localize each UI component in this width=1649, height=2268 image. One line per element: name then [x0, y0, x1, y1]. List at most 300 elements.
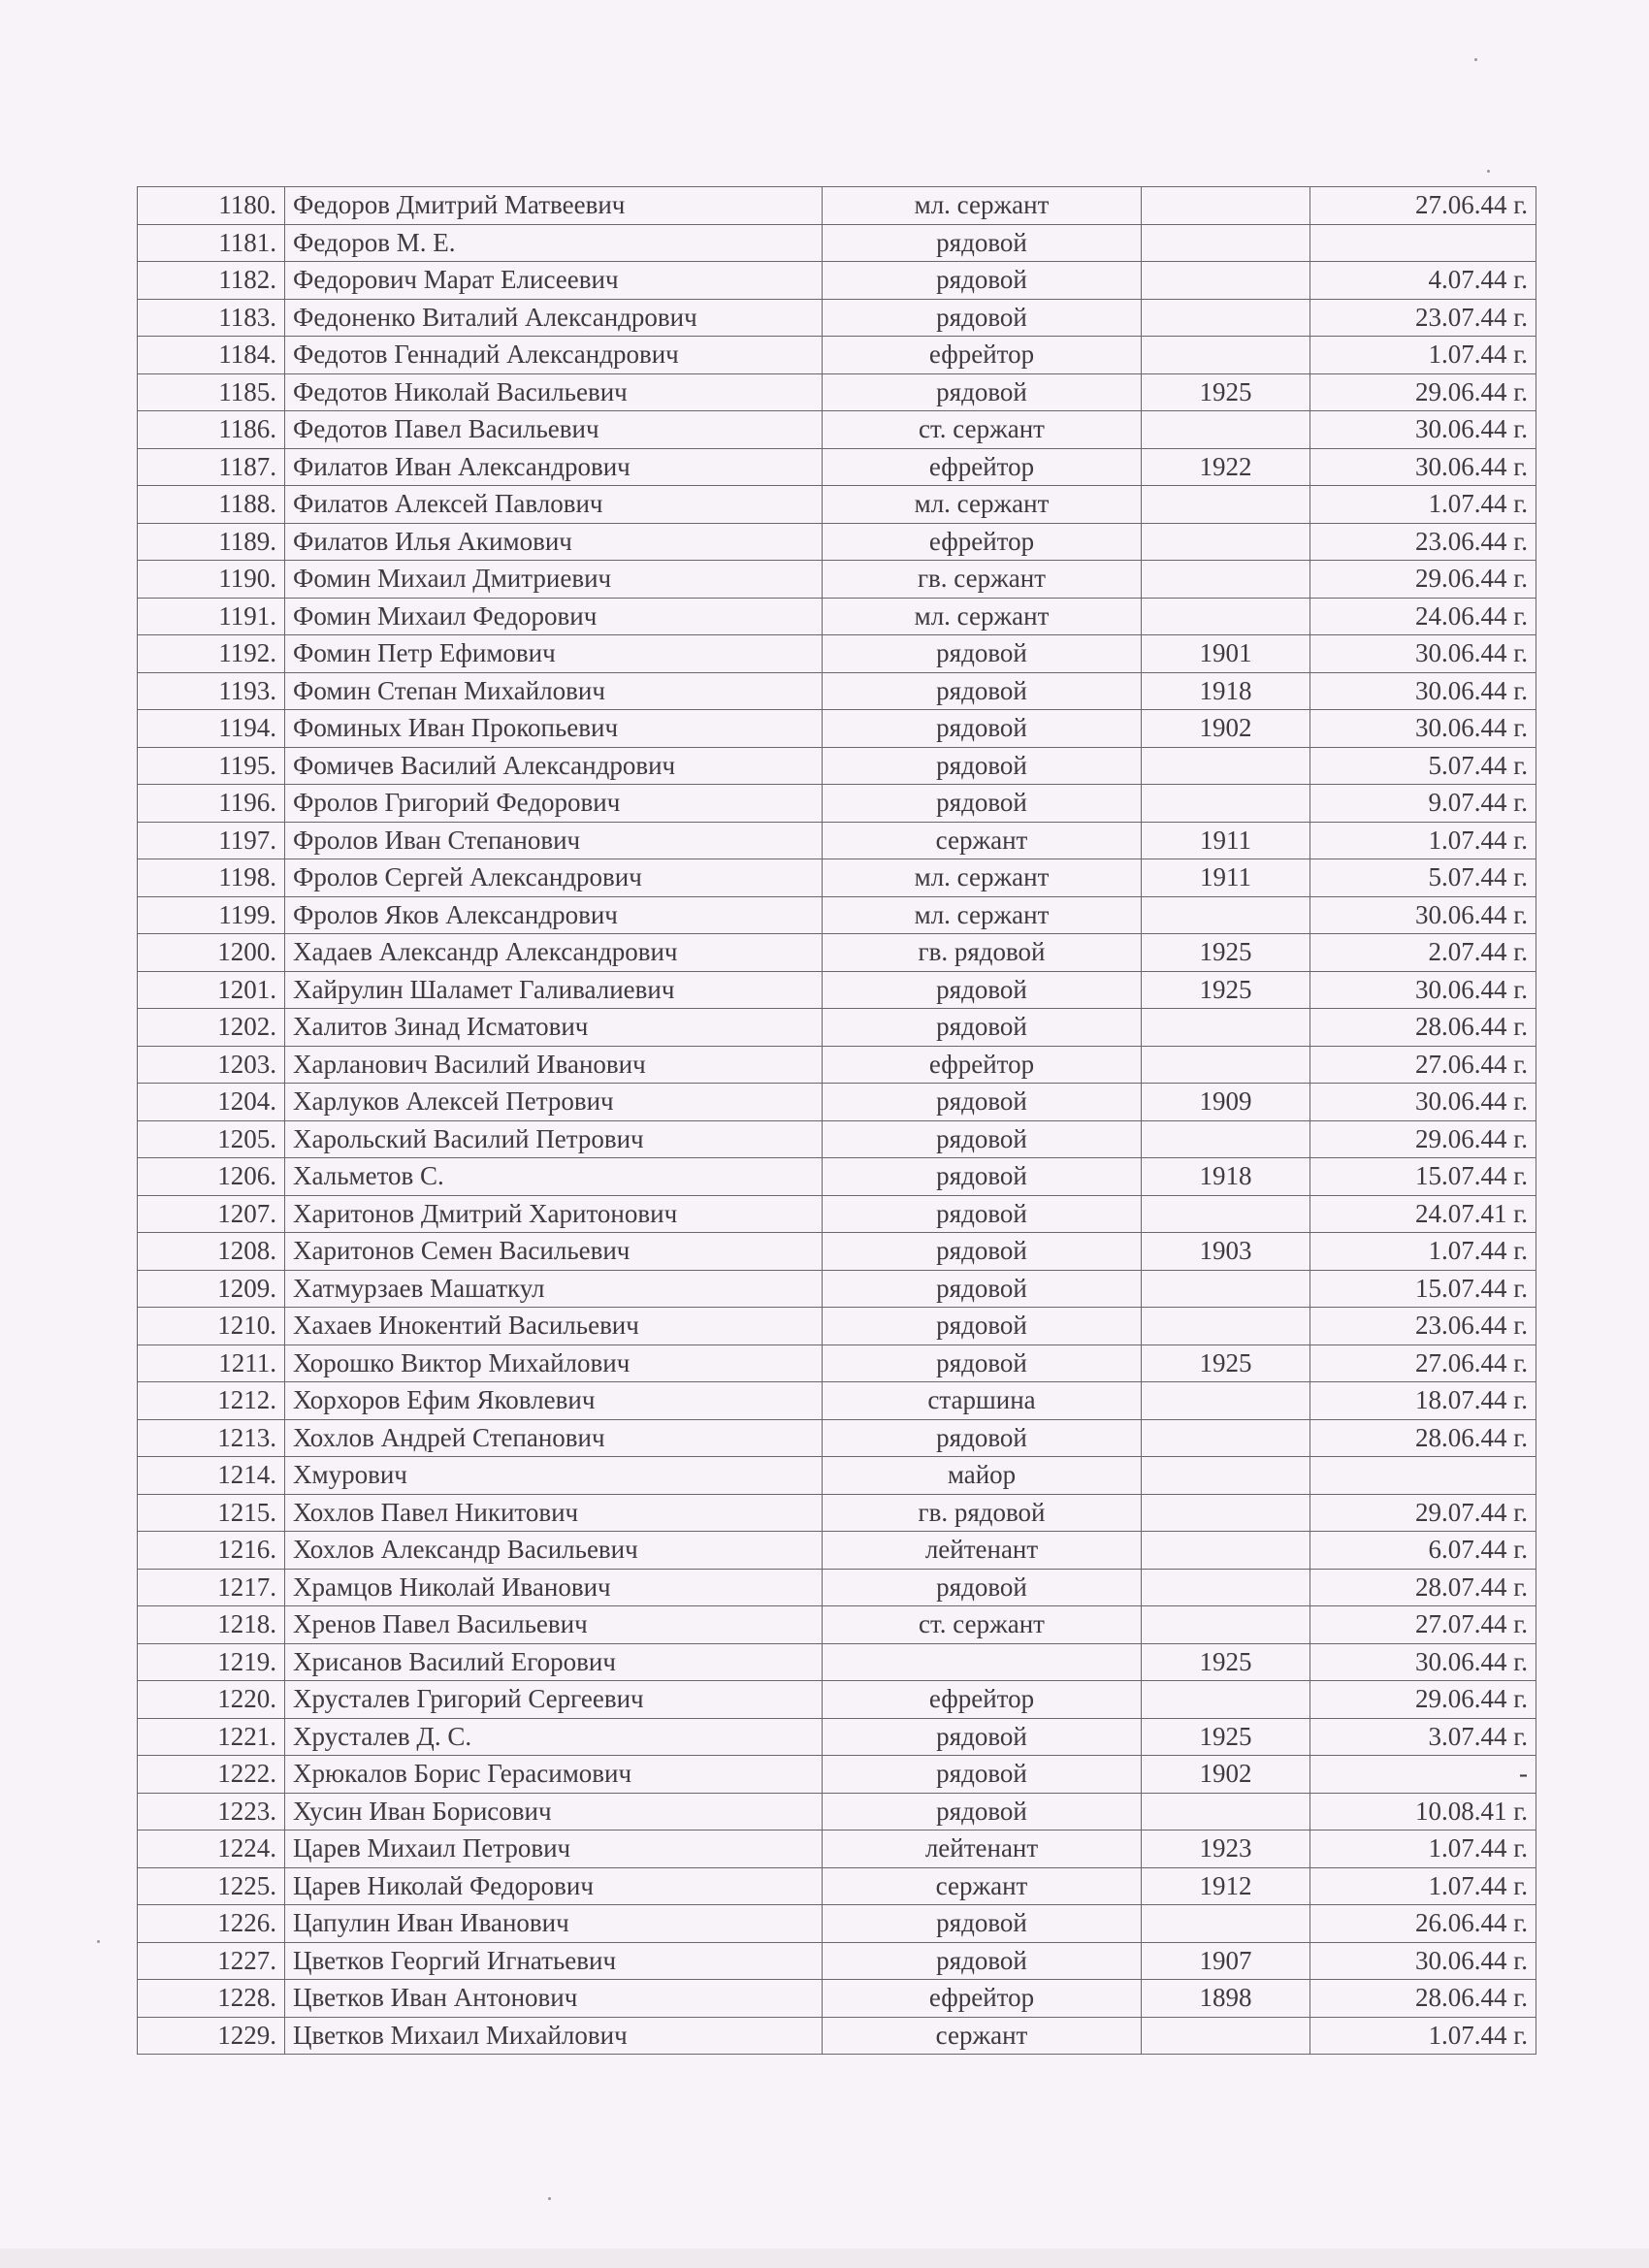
military-rank: ст. сержант [823, 1606, 1142, 1644]
soldier-name: Хрусталев Д. С. [285, 1718, 823, 1756]
date-of-death: 24.07.41 г. [1310, 1195, 1536, 1233]
date-of-death: 29.06.44 г. [1310, 1120, 1536, 1158]
birth-year [1142, 411, 1310, 449]
soldier-name: Фомичев Василий Александрович [285, 747, 823, 785]
row-number: 1193. [138, 672, 285, 710]
table-row [138, 1419, 1536, 1457]
birth-year [1142, 523, 1310, 561]
date-of-death: 29.06.44 г. [1310, 373, 1536, 411]
birth-year [1142, 598, 1310, 635]
birth-year [1142, 1382, 1310, 1420]
date-of-death: 1.07.44 г. [1310, 1831, 1536, 1868]
row-number: 1229. [138, 2017, 285, 2055]
soldier-name: Федоров М. Е. [285, 224, 823, 262]
military-rank: рядовой [823, 1270, 1142, 1308]
birth-year [1142, 1606, 1310, 1644]
table-row [138, 486, 1536, 524]
military-rank: рядовой [823, 1942, 1142, 1980]
row-number: 1225. [138, 1867, 285, 1905]
birth-year [1142, 1308, 1310, 1345]
birth-year [1142, 1120, 1310, 1158]
date-of-death: 4.07.44 г. [1310, 262, 1536, 300]
birth-year: 1898 [1142, 1980, 1310, 2018]
date-of-death: 23.07.44 г. [1310, 299, 1536, 337]
date-of-death: 30.06.44 г. [1310, 896, 1536, 934]
row-number: 1223. [138, 1793, 285, 1831]
military-rank: мл. сержант [823, 896, 1142, 934]
date-of-death: 28.06.44 г. [1310, 1419, 1536, 1457]
military-rank: рядовой [823, 971, 1142, 1009]
soldier-name: Хорошко Виктор Михайлович [285, 1345, 823, 1382]
row-number: 1221. [138, 1718, 285, 1756]
military-rank: мл. сержант [823, 859, 1142, 897]
date-of-death [1310, 1457, 1536, 1495]
birth-year: 1903 [1142, 1233, 1310, 1271]
table-row [138, 1009, 1536, 1047]
birth-year: 1911 [1142, 859, 1310, 897]
row-number: 1200. [138, 934, 285, 972]
row-number: 1185. [138, 373, 285, 411]
table-row [138, 1457, 1536, 1495]
row-number: 1213. [138, 1419, 285, 1457]
soldier-name: Фомин Степан Михайлович [285, 672, 823, 710]
soldier-name: Филатов Иван Александрович [285, 448, 823, 486]
date-of-death: 15.07.44 г. [1310, 1270, 1536, 1308]
table-row [138, 747, 1536, 785]
row-number: 1181. [138, 224, 285, 262]
birth-year [1142, 1195, 1310, 1233]
table-row [138, 262, 1536, 300]
table-row [138, 1120, 1536, 1158]
row-number: 1201. [138, 971, 285, 1009]
birth-year: 1922 [1142, 448, 1310, 486]
birth-year [1142, 2017, 1310, 2055]
table-row [138, 1980, 1536, 2018]
row-number: 1184. [138, 337, 285, 374]
date-of-death: 10.08.41 г. [1310, 1793, 1536, 1831]
birth-year [1142, 486, 1310, 524]
table-row [138, 1382, 1536, 1420]
row-number: 1194. [138, 710, 285, 748]
soldier-name: Хатмурзаев Машаткул [285, 1270, 823, 1308]
birth-year: 1901 [1142, 635, 1310, 673]
row-number: 1204. [138, 1084, 285, 1121]
table-row [138, 672, 1536, 710]
table-row [138, 1046, 1536, 1084]
row-number: 1210. [138, 1308, 285, 1345]
table-row [138, 523, 1536, 561]
table-row [138, 635, 1536, 673]
table-row [138, 2017, 1536, 2055]
date-of-death: 1.07.44 г. [1310, 822, 1536, 859]
soldier-name: Хальметов С. [285, 1158, 823, 1196]
table-row [138, 1905, 1536, 1943]
soldier-name: Федотов Николай Васильевич [285, 373, 823, 411]
soldier-name: Хохлов Павел Никитович [285, 1494, 823, 1532]
soldier-name: Фролов Иван Степанович [285, 822, 823, 859]
soldier-name: Фомин Михаил Дмитриевич [285, 561, 823, 599]
scan-speck [1487, 170, 1490, 173]
soldier-name: Цапулин Иван Иванович [285, 1905, 823, 1943]
row-number: 1186. [138, 411, 285, 449]
date-of-death: 30.06.44 г. [1310, 710, 1536, 748]
date-of-death: 1.07.44 г. [1310, 486, 1536, 524]
row-number: 1227. [138, 1942, 285, 1980]
table-row [138, 1084, 1536, 1121]
soldier-name: Хрусталев Григорий Сергеевич [285, 1681, 823, 1719]
row-number: 1228. [138, 1980, 285, 2018]
row-number: 1215. [138, 1494, 285, 1532]
birth-year [1142, 785, 1310, 823]
row-number: 1222. [138, 1756, 285, 1794]
table-row [138, 337, 1536, 374]
military-rank: ефрейтор [823, 1980, 1142, 2018]
row-number: 1212. [138, 1382, 285, 1420]
scan-speck [548, 2197, 551, 2200]
military-rank: рядовой [823, 1084, 1142, 1121]
military-rank: рядовой [823, 1009, 1142, 1047]
birth-year [1142, 1905, 1310, 1943]
row-number: 1211. [138, 1345, 285, 1382]
military-rank: рядовой [823, 373, 1142, 411]
soldier-name: Цветков Михаил Михайлович [285, 2017, 823, 2055]
soldier-name: Храмцов Николай Иванович [285, 1569, 823, 1606]
table-row [138, 1345, 1536, 1382]
row-number: 1183. [138, 299, 285, 337]
birth-year [1142, 299, 1310, 337]
table-row [138, 1643, 1536, 1681]
military-rank: старшина [823, 1382, 1142, 1420]
row-number: 1196. [138, 785, 285, 823]
row-number: 1206. [138, 1158, 285, 1196]
soldier-name: Федоров Дмитрий Матвеевич [285, 187, 823, 225]
soldier-name: Хрюкалов Борис Герасимович [285, 1756, 823, 1794]
military-rank: рядовой [823, 1793, 1142, 1831]
birth-year: 1925 [1142, 1345, 1310, 1382]
soldier-name: Хахаев Инокентий Васильевич [285, 1308, 823, 1345]
row-number: 1220. [138, 1681, 285, 1719]
military-rank: рядовой [823, 1569, 1142, 1606]
soldier-name: Харлуков Алексей Петрович [285, 1084, 823, 1121]
soldier-name: Харитонов Семен Васильевич [285, 1233, 823, 1271]
birth-year [1142, 1793, 1310, 1831]
date-of-death: 27.06.44 г. [1310, 1345, 1536, 1382]
row-number: 1192. [138, 635, 285, 673]
soldier-name: Фролов Григорий Федорович [285, 785, 823, 823]
military-rank: гв. сержант [823, 561, 1142, 599]
table-row [138, 411, 1536, 449]
table-row [138, 971, 1536, 1009]
birth-year: 1918 [1142, 672, 1310, 710]
soldier-name: Хусин Иван Борисович [285, 1793, 823, 1831]
military-rank: ефрейтор [823, 337, 1142, 374]
birth-year: 1902 [1142, 1756, 1310, 1794]
table-row [138, 859, 1536, 897]
military-rank: рядовой [823, 785, 1142, 823]
date-of-death: 28.07.44 г. [1310, 1569, 1536, 1606]
military-rank: мл. сержант [823, 598, 1142, 635]
soldier-name: Хренов Павел Васильевич [285, 1606, 823, 1644]
birth-year [1142, 337, 1310, 374]
table-row [138, 299, 1536, 337]
table-row [138, 1195, 1536, 1233]
table-row [138, 1494, 1536, 1532]
table-row [138, 1867, 1536, 1905]
row-number: 1226. [138, 1905, 285, 1943]
date-of-death: 27.06.44 г. [1310, 1046, 1536, 1084]
soldier-name: Фомин Михаил Федорович [285, 598, 823, 635]
birth-year: 1918 [1142, 1158, 1310, 1196]
date-of-death: 1.07.44 г. [1310, 1233, 1536, 1271]
soldier-name: Цветков Иван Антонович [285, 1980, 823, 2018]
military-rank: рядовой [823, 1120, 1142, 1158]
scan-speck [1474, 58, 1477, 61]
date-of-death: 2.07.44 г. [1310, 934, 1536, 972]
military-rank: сержант [823, 1867, 1142, 1905]
row-number: 1205. [138, 1120, 285, 1158]
birth-year [1142, 1494, 1310, 1532]
row-number: 1207. [138, 1195, 285, 1233]
date-of-death: 30.06.44 г. [1310, 1643, 1536, 1681]
date-of-death: 23.06.44 г. [1310, 523, 1536, 561]
date-of-death: 18.07.44 г. [1310, 1382, 1536, 1420]
row-number: 1203. [138, 1046, 285, 1084]
birth-year: 1925 [1142, 1643, 1310, 1681]
row-number: 1199. [138, 896, 285, 934]
birth-year [1142, 1457, 1310, 1495]
table-row [138, 1308, 1536, 1345]
birth-year: 1912 [1142, 1867, 1310, 1905]
date-of-death: - [1310, 1756, 1536, 1794]
birth-year: 1925 [1142, 1718, 1310, 1756]
date-of-death: 29.07.44 г. [1310, 1494, 1536, 1532]
table-row [138, 1158, 1536, 1196]
table-row [138, 1756, 1536, 1794]
military-rank: рядовой [823, 635, 1142, 673]
soldier-name: Царев Михаил Петрович [285, 1831, 823, 1868]
date-of-death: 27.07.44 г. [1310, 1606, 1536, 1644]
row-number: 1217. [138, 1569, 285, 1606]
date-of-death [1310, 224, 1536, 262]
military-rank: майор [823, 1457, 1142, 1495]
table-row [138, 934, 1536, 972]
military-rank: рядовой [823, 672, 1142, 710]
row-number: 1224. [138, 1831, 285, 1868]
row-number: 1180. [138, 187, 285, 225]
military-rank [823, 1643, 1142, 1681]
military-rank: мл. сержант [823, 187, 1142, 225]
table-row [138, 1681, 1536, 1719]
military-rank: рядовой [823, 1419, 1142, 1457]
table-row [138, 224, 1536, 262]
birth-year [1142, 1419, 1310, 1457]
row-number: 1209. [138, 1270, 285, 1308]
row-number: 1218. [138, 1606, 285, 1644]
military-rank: рядовой [823, 747, 1142, 785]
military-rank: рядовой [823, 1158, 1142, 1196]
soldier-name: Цветков Георгий Игнатьевич [285, 1942, 823, 1980]
birth-year [1142, 1009, 1310, 1047]
birth-year [1142, 1532, 1310, 1570]
military-rank: ефрейтор [823, 1681, 1142, 1719]
birth-year: 1923 [1142, 1831, 1310, 1868]
table-row [138, 822, 1536, 859]
date-of-death: 29.06.44 г. [1310, 561, 1536, 599]
row-number: 1187. [138, 448, 285, 486]
table-row [138, 1718, 1536, 1756]
casualty-list-table [137, 186, 1536, 2055]
military-rank: рядовой [823, 1756, 1142, 1794]
date-of-death: 5.07.44 г. [1310, 747, 1536, 785]
table-row [138, 1233, 1536, 1271]
date-of-death: 24.06.44 г. [1310, 598, 1536, 635]
table-row [138, 1270, 1536, 1308]
soldier-name: Харитонов Дмитрий Харитонович [285, 1195, 823, 1233]
birth-year [1142, 187, 1310, 225]
military-rank: рядовой [823, 710, 1142, 748]
soldier-name: Федотов Павел Васильевич [285, 411, 823, 449]
military-rank: ефрейтор [823, 448, 1142, 486]
date-of-death: 1.07.44 г. [1310, 1867, 1536, 1905]
date-of-death: 15.07.44 г. [1310, 1158, 1536, 1196]
date-of-death: 28.06.44 г. [1310, 1009, 1536, 1047]
birth-year: 1902 [1142, 710, 1310, 748]
military-rank: рядовой [823, 1233, 1142, 1271]
table-row [138, 1942, 1536, 1980]
soldier-name: Фомин Петр Ефимович [285, 635, 823, 673]
date-of-death: 28.06.44 г. [1310, 1980, 1536, 2018]
soldier-name: Хмурович [285, 1457, 823, 1495]
soldier-name: Филатов Алексей Павлович [285, 486, 823, 524]
birth-year: 1907 [1142, 1942, 1310, 1980]
military-rank: мл. сержант [823, 486, 1142, 524]
date-of-death: 30.06.44 г. [1310, 971, 1536, 1009]
table-row [138, 373, 1536, 411]
birth-year [1142, 1569, 1310, 1606]
military-rank: лейтенант [823, 1532, 1142, 1570]
birth-year [1142, 747, 1310, 785]
soldier-name: Хрисанов Василий Егорович [285, 1643, 823, 1681]
scan-speck [97, 1940, 100, 1943]
table-row [138, 710, 1536, 748]
table-row [138, 1831, 1536, 1868]
date-of-death: 9.07.44 г. [1310, 785, 1536, 823]
table-row [138, 785, 1536, 823]
birth-year [1142, 1270, 1310, 1308]
row-number: 1182. [138, 262, 285, 300]
military-rank: рядовой [823, 299, 1142, 337]
soldier-name: Филатов Илья Акимович [285, 523, 823, 561]
date-of-death: 29.06.44 г. [1310, 1681, 1536, 1719]
military-rank: ст. сержант [823, 411, 1142, 449]
soldier-name: Федоненко Виталий Александрович [285, 299, 823, 337]
soldier-name: Фоминых Иван Прокопьевич [285, 710, 823, 748]
military-rank: сержант [823, 2017, 1142, 2055]
date-of-death: 26.06.44 г. [1310, 1905, 1536, 1943]
military-rank: ефрейтор [823, 523, 1142, 561]
scan-bottom-edge [0, 2249, 1649, 2268]
soldier-name: Хохлов Александр Васильевич [285, 1532, 823, 1570]
table-row [138, 1606, 1536, 1644]
row-number: 1189. [138, 523, 285, 561]
row-number: 1197. [138, 822, 285, 859]
row-number: 1214. [138, 1457, 285, 1495]
military-rank: сержант [823, 822, 1142, 859]
military-rank: рядовой [823, 224, 1142, 262]
row-number: 1195. [138, 747, 285, 785]
table-row [138, 1569, 1536, 1606]
date-of-death: 30.06.44 г. [1310, 448, 1536, 486]
soldier-name: Царев Николай Федорович [285, 1867, 823, 1905]
date-of-death: 5.07.44 г. [1310, 859, 1536, 897]
table-row [138, 448, 1536, 486]
soldier-name: Федорович Марат Елисеевич [285, 262, 823, 300]
row-number: 1219. [138, 1643, 285, 1681]
soldier-name: Хадаев Александр Александрович [285, 934, 823, 972]
date-of-death: 30.06.44 г. [1310, 411, 1536, 449]
date-of-death: 30.06.44 г. [1310, 635, 1536, 673]
row-number: 1190. [138, 561, 285, 599]
date-of-death: 30.06.44 г. [1310, 672, 1536, 710]
soldier-name: Харланович Василий Иванович [285, 1046, 823, 1084]
soldier-name: Хорхоров Ефим Яковлевич [285, 1382, 823, 1420]
soldier-name: Хохлов Андрей Степанович [285, 1419, 823, 1457]
table-row [138, 561, 1536, 599]
date-of-death: 1.07.44 г. [1310, 2017, 1536, 2055]
military-rank: рядовой [823, 1718, 1142, 1756]
soldier-name: Фролов Сергей Александрович [285, 859, 823, 897]
date-of-death: 23.06.44 г. [1310, 1308, 1536, 1345]
birth-year [1142, 224, 1310, 262]
birth-year [1142, 1046, 1310, 1084]
birth-year [1142, 262, 1310, 300]
row-number: 1202. [138, 1009, 285, 1047]
row-number: 1198. [138, 859, 285, 897]
table-row [138, 896, 1536, 934]
birth-year: 1925 [1142, 373, 1310, 411]
soldier-name: Фролов Яков Александрович [285, 896, 823, 934]
birth-year [1142, 561, 1310, 599]
row-number: 1188. [138, 486, 285, 524]
birth-year: 1911 [1142, 822, 1310, 859]
birth-year [1142, 896, 1310, 934]
table-row [138, 598, 1536, 635]
military-rank: рядовой [823, 1308, 1142, 1345]
birth-year: 1925 [1142, 971, 1310, 1009]
soldier-name: Хайрулин Шаламет Галивалиевич [285, 971, 823, 1009]
military-rank: ефрейтор [823, 1046, 1142, 1084]
row-number: 1191. [138, 598, 285, 635]
date-of-death: 1.07.44 г. [1310, 337, 1536, 374]
military-rank: лейтенант [823, 1831, 1142, 1868]
military-rank: гв. рядовой [823, 1494, 1142, 1532]
table-row [138, 1793, 1536, 1831]
military-rank: рядовой [823, 1345, 1142, 1382]
row-number: 1216. [138, 1532, 285, 1570]
casualty-list-body [138, 187, 1536, 2055]
date-of-death: 27.06.44 г. [1310, 187, 1536, 225]
military-rank: рядовой [823, 1905, 1142, 1943]
row-number: 1208. [138, 1233, 285, 1271]
military-rank: рядовой [823, 262, 1142, 300]
birth-year: 1925 [1142, 934, 1310, 972]
soldier-name: Харольский Василий Петрович [285, 1120, 823, 1158]
birth-year [1142, 1681, 1310, 1719]
military-rank: гв. рядовой [823, 934, 1142, 972]
date-of-death: 6.07.44 г. [1310, 1532, 1536, 1570]
soldier-name: Халитов Зинад Исматович [285, 1009, 823, 1047]
table-row [138, 1532, 1536, 1570]
